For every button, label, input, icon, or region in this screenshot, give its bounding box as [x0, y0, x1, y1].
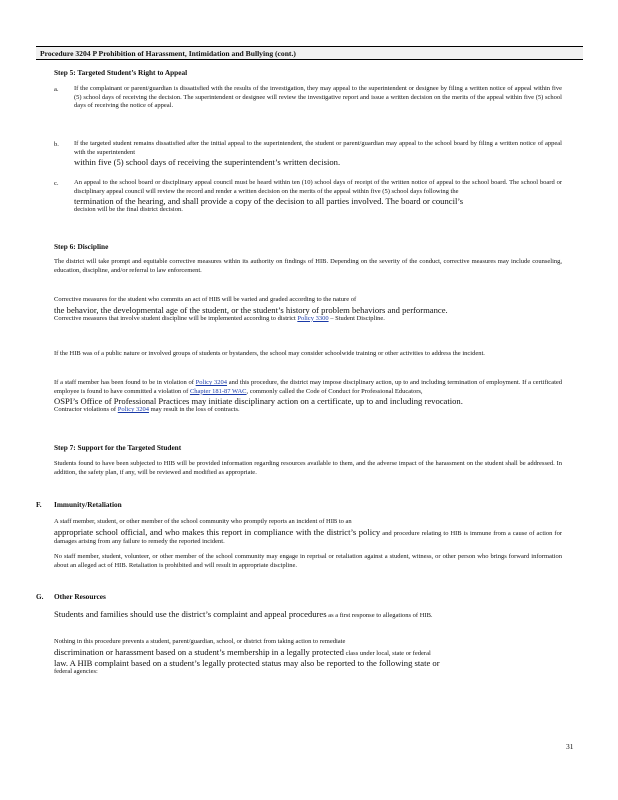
step6-p4-b: and this procedure, the district may impose disciplinary action, up to and including termination of employment. If a certificated employee is found to have committed a violation of [54, 379, 563, 395]
step5-c-paragraph: An appeal to the school board or disciplinary appeal council must be heard within ten (10) school days of receipt of the written notice of appeal to the school board. The school board or disciplinary appeal council will review the record and render a written decision on the merits of the appeal within five (5) school days following the [74, 179, 562, 195]
section-f-p1-large: appropriate school official, and who makes this report in compliance with the district’s policy [54, 526, 381, 537]
section-g-paragraph-1 [54, 609, 562, 621]
step6-p4-c: , commonly called the Code of Conduct for Professional Educators, [246, 387, 423, 395]
step5-heading: Step 5: Targeted Student’s Right to Appeal [54, 68, 188, 77]
section-g-p2-line: Nothing in this procedure prevents a student, parent/guardian, school, or district from taking action to remediate [54, 638, 346, 645]
step6-p4-large-line: OSPI’s Office of Professional Practices may initiate disciplinary action on a certificate, up to and including revocation. [54, 396, 463, 407]
item-c-label: c. [54, 180, 59, 187]
section-f-paragraph-2: No staff member, student, volunteer, or other member of the school community may engage in reprisal or retaliation against a student, witness, or other person who brings forward information about an alleged act of HIB. Retaliation is prohibited and will result in appropriate discipline. [54, 553, 562, 569]
step6-p4-contractor [54, 406, 562, 415]
step5-b-large-line: within five (5) school days of receiving the superintendent’s written decision. [74, 157, 341, 168]
item-b-label: b. [54, 141, 59, 148]
step6-paragraph-4 [54, 379, 562, 415]
section-f-heading: Immunity/Retaliation [54, 500, 122, 509]
step6-p4-a: If a staff member has been found to be in violation of [54, 379, 194, 386]
section-g-p2-large-2: law. A HIB complaint based on a student’s legally protected status may also be reported to the following state or [54, 658, 440, 669]
section-g-p1-rest: as a first response to allegations of HIB. [328, 612, 433, 619]
section-g-letter: G. [36, 592, 44, 601]
section-g-p2-tail: federal agencies: [54, 668, 98, 676]
section-f-letter: F. [36, 500, 42, 509]
step6-p2-text: Corrective measures that involve student discipline will be implemented according to district [54, 314, 296, 322]
step6-heading: Step 6: Discipline [54, 242, 109, 251]
section-g-paragraph-2 [54, 638, 562, 677]
step5-b-paragraph: If the targeted student remains dissatisfied after the initial appeal to the superintendent, the student or parent/guardian may appeal to the school board by filing a written notice of appeal with the superintendent [74, 140, 562, 156]
section-f-paragraph-1 [54, 518, 562, 547]
step6-p2-large-line: the behavior, the developmental age of the student, or the student’s history of problem behaviors and performance. [54, 304, 448, 315]
policy-3204-link-2[interactable]: Policy 3204 [117, 406, 149, 414]
item-a-label: a. [54, 86, 59, 93]
step6-paragraph-3: If the HIB was of a public nature or involved groups of students or bystanders, the school may consider schoolwide training or other activities to address the incident. [54, 350, 485, 357]
item-c-text [74, 179, 562, 215]
step5-c-tail: decision will be the final district decision. [74, 206, 183, 214]
section-f-p1-mixed [54, 527, 562, 547]
step5-c-large-line: termination of the hearing, and shall provide a copy of the decision to all parties involved. The board or council’s [74, 196, 464, 207]
step6-paragraph-1: The district will take prompt and equitable corrective measures within its authority on findings of HIB. Depending on the severity of the conduct, corrective measures may include counseling, education, discipline, and/or referral to law enforcement. [54, 258, 562, 274]
section-g-p1 [54, 609, 562, 621]
step6-p4-text [54, 379, 562, 396]
policy-3204-link[interactable]: Policy 3204 [195, 379, 228, 386]
page-number: 31 [566, 742, 574, 751]
step6-p2-tail: – Student Discipline. [330, 314, 385, 322]
procedure-header: Procedure 3204 P Prohibition of Harassment, Intimidation and Bullying (cont.) [36, 46, 583, 60]
step6-p4-e: may result in the loss of contracts. [150, 406, 240, 414]
section-g-heading: Other Resources [54, 592, 106, 601]
section-g-p2-rest: class under local, state or federal [345, 649, 431, 657]
step6-p2-line: Corrective measures for the student who commits an act of HIB will be varied and graded according to the nature of [54, 296, 357, 303]
step7-paragraph: Students found to have been subjected to HIB will be provided information regarding resources available to them, and the adverse impact of the harassment on the student shall be addressed. In addition, the safety plan, if any, will be reviewed and modified as appropriate. [54, 460, 562, 476]
item-a-text [74, 85, 562, 111]
section-g-p1-large: Students and families should use the district’s complaint and appeal procedures [54, 609, 327, 619]
step7-heading: Step 7: Support for the Targeted Student [54, 443, 182, 452]
section-g-p2-mixed [54, 647, 562, 659]
step5-a-paragraph: If the complainant or parent/guardian is dissatisfied with the results of the investigation, they may appeal to the superintendent or designee by filing a written notice of appeal within five (5) school days of receiving the decision. The superintendent or designee will review the investigative report and issue a written decision on the merits of the appeal within five (5) school days of receiving the notice of appeal. [74, 85, 562, 110]
step6-p4-d: Contractor violations of [54, 406, 117, 414]
step6-p2-rest [54, 315, 562, 324]
chapter-181-87-wac-link[interactable]: Chapter 181-87 WAC [189, 387, 247, 395]
step6-paragraph-2 [54, 296, 562, 323]
policy-3300-link[interactable]: Policy 3300 [297, 314, 329, 322]
section-g-p2-large: discrimination or harassment based on a student’s membership in a legally protected [54, 646, 344, 657]
item-b-text [74, 140, 562, 167]
section-f-p1-line: A staff member, student, or other member of the school community who promptly reports an incident of HIB to an [54, 518, 352, 525]
section-f-p1-rest: and procedure relating to HIB is immune from a cause of action for damages arising from any failure to remedy the reported incident. [54, 529, 562, 546]
